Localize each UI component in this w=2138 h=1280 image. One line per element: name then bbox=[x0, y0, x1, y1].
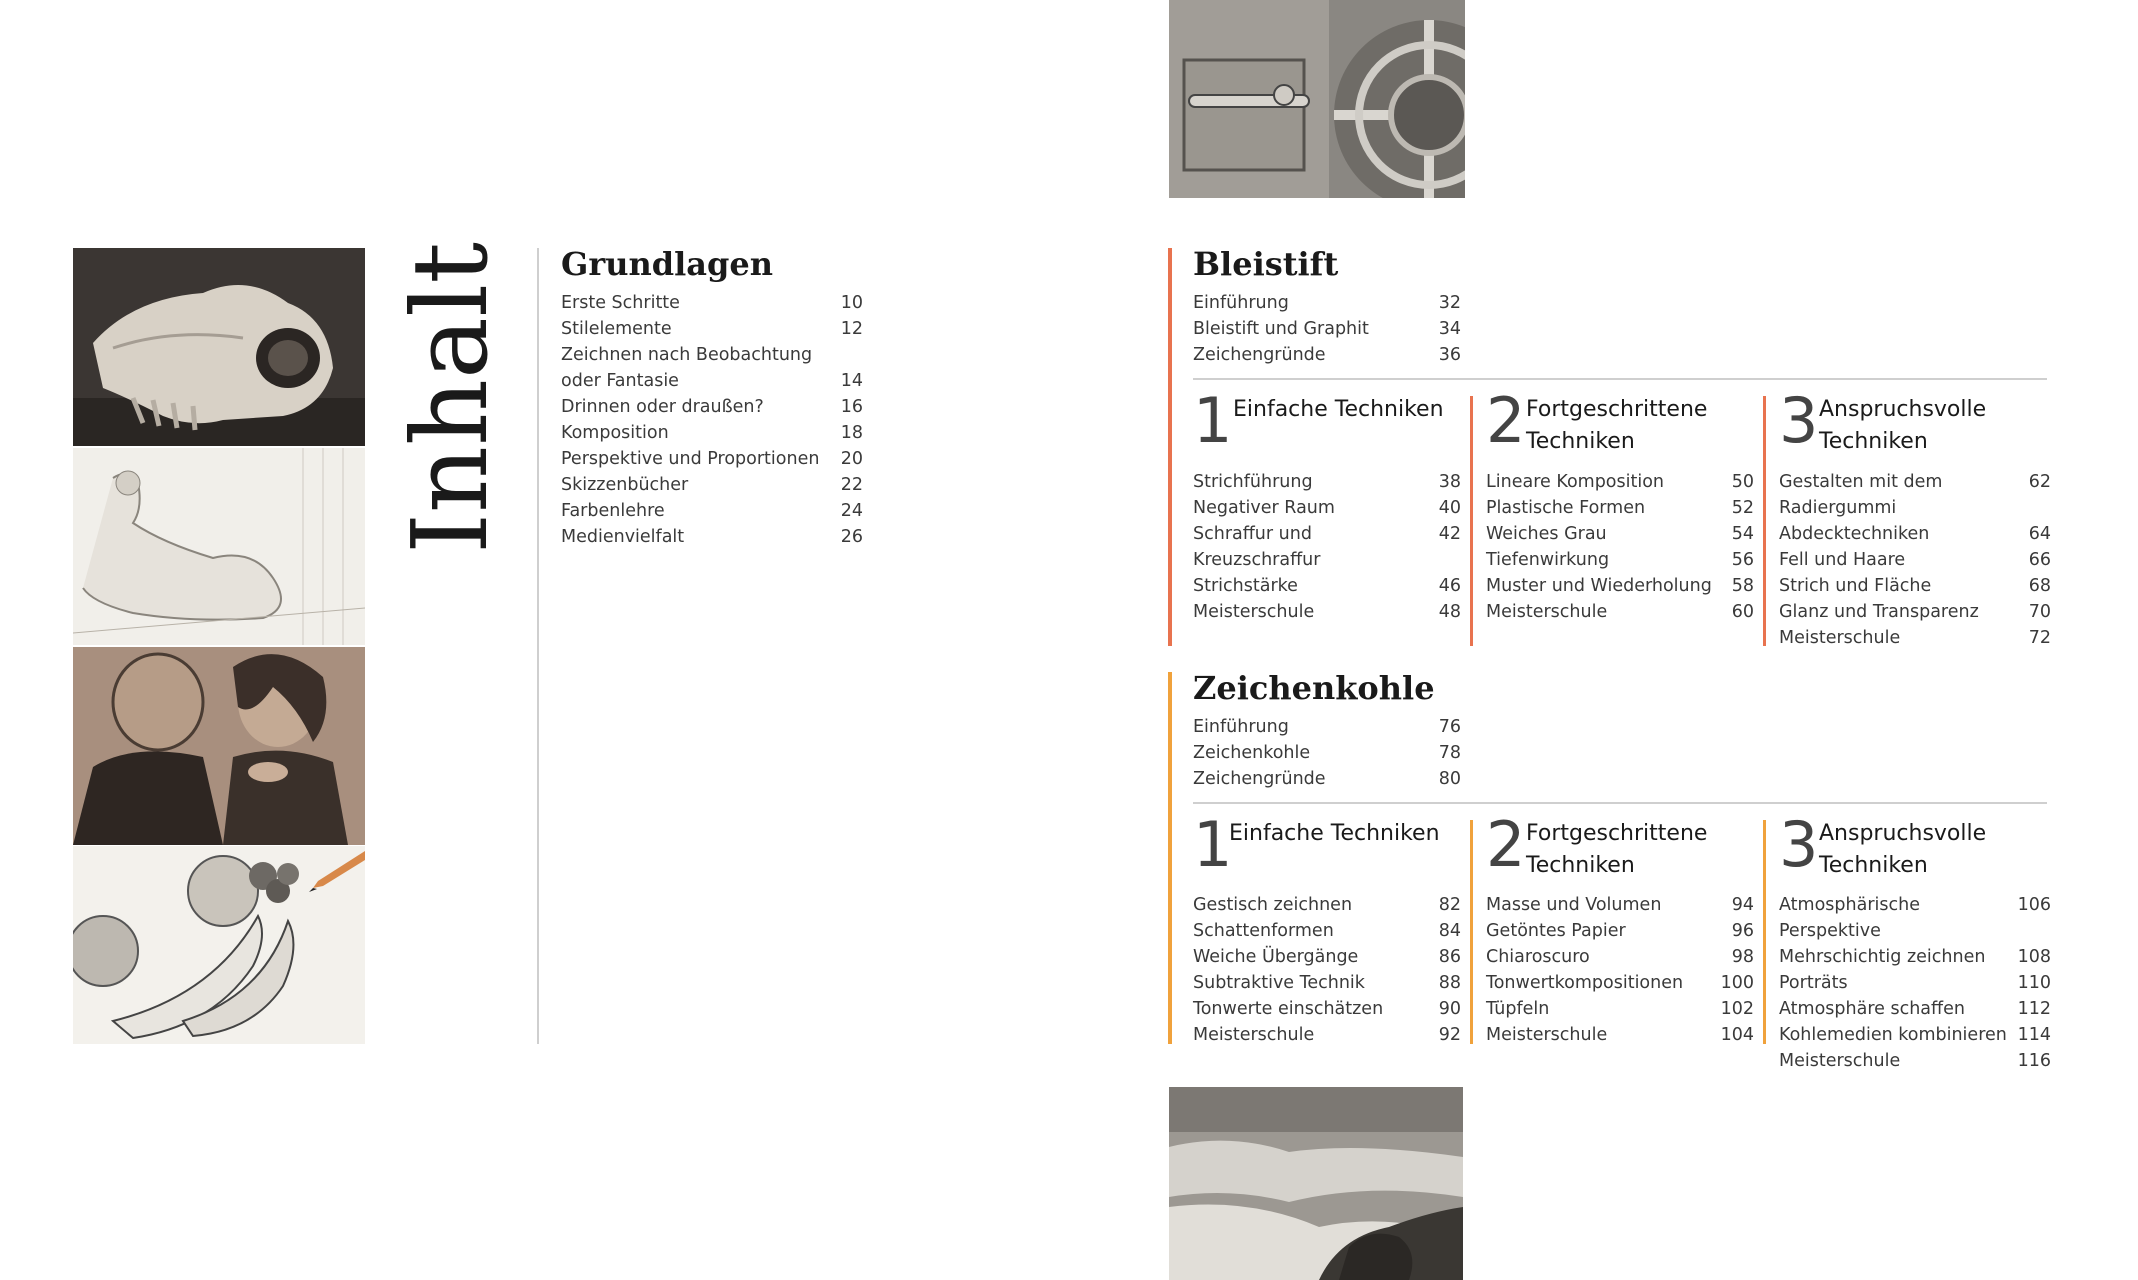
zeichenkohle-col2-heading bbox=[1486, 808, 1756, 888]
column-title: Anspruchsvolle Techniken bbox=[1819, 821, 1987, 878]
toc-item[interactable] bbox=[1193, 342, 1461, 368]
toc-item-page: 82 bbox=[1438, 895, 1461, 915]
toc-item-page: 72 bbox=[2028, 628, 2051, 648]
toc-item-title: Zeichengründe bbox=[1193, 345, 1326, 365]
toc-item[interactable] bbox=[1779, 599, 2051, 625]
toc-item-title: Glanz und Transparenz bbox=[1779, 602, 1979, 622]
zeichenkohle-heading: Zeichenkohle bbox=[1193, 669, 1435, 707]
toc-item[interactable] bbox=[1486, 547, 1754, 573]
column-number: 3 bbox=[1779, 808, 1819, 881]
toc-item[interactable] bbox=[1779, 521, 2051, 547]
toc-item-page: 54 bbox=[1731, 524, 1754, 544]
toc-item[interactable] bbox=[1193, 766, 1461, 792]
toc-item-page: 90 bbox=[1438, 999, 1461, 1019]
column-title: Einfache Techniken bbox=[1233, 397, 1444, 422]
toc-item-title: Perspektive und Proportionen bbox=[561, 449, 820, 469]
toc-item-page: 62 bbox=[2028, 472, 2051, 492]
toc-item[interactable] bbox=[1193, 495, 1461, 521]
toc-item-page: 66 bbox=[2028, 550, 2051, 570]
toc-item-page: 38 bbox=[1438, 472, 1461, 492]
toc-item-page: 94 bbox=[1731, 895, 1754, 915]
zeichenkohle-accent-bar bbox=[1168, 672, 1172, 1044]
bleistift-col1-heading bbox=[1193, 384, 1463, 464]
toc-item-title: Medienvielfalt bbox=[561, 527, 685, 547]
toc-item-title: Meisterschule bbox=[1193, 602, 1315, 622]
toc-item-title: Stilelemente bbox=[561, 319, 672, 339]
toc-item-page: 52 bbox=[1731, 498, 1754, 518]
column-title: Fortgeschrittene Techniken bbox=[1526, 821, 1708, 878]
toc-item-page: 76 bbox=[1438, 717, 1461, 737]
toc-item[interactable] bbox=[1193, 290, 1461, 316]
toc-item[interactable] bbox=[561, 290, 863, 316]
toc-item-title: Abdecktechniken bbox=[1779, 524, 1930, 544]
toc-item[interactable] bbox=[1486, 918, 1754, 944]
toc-item-title: Meisterschule bbox=[1193, 1025, 1315, 1045]
bleistift-heading: Bleistift bbox=[1193, 245, 1339, 283]
toc-item[interactable] bbox=[561, 394, 863, 420]
toc-item[interactable] bbox=[1193, 521, 1461, 573]
still-life-drawing-image bbox=[73, 846, 365, 1044]
toc-item-title: Getöntes Papier bbox=[1486, 921, 1626, 941]
zeichenkohle-col3-bar bbox=[1763, 820, 1766, 1044]
bleistift-accent-bar bbox=[1168, 248, 1172, 646]
toc-item[interactable] bbox=[1486, 944, 1754, 970]
figure-drawing-image bbox=[73, 448, 365, 645]
column-title: Fortgeschrittene Techniken bbox=[1526, 397, 1708, 454]
toc-item-title: Gestalten mit dem Radiergummi bbox=[1779, 472, 1943, 518]
zeichenkohle-intro-list bbox=[1193, 714, 1461, 792]
column-number: 3 bbox=[1779, 384, 1819, 457]
toc-item[interactable] bbox=[1779, 469, 2051, 521]
toc-item-title: Chiaroscuro bbox=[1486, 947, 1590, 967]
toc-item-page: 46 bbox=[1438, 576, 1461, 596]
zeichenkohle-col1-heading bbox=[1193, 808, 1463, 888]
zeichenkohle-col2-bar bbox=[1470, 820, 1473, 1044]
toc-item-title: Strich und Fläche bbox=[1779, 576, 1932, 596]
toc-item-title: Tiefenwirkung bbox=[1486, 550, 1610, 570]
toc-item[interactable] bbox=[1779, 573, 2051, 599]
column-number: 2 bbox=[1486, 384, 1526, 457]
toc-item-page: 80 bbox=[1438, 769, 1461, 789]
toc-item-title: Tüpfeln bbox=[1486, 999, 1550, 1019]
toc-item-title: Porträts bbox=[1779, 973, 1848, 993]
toc-item-page: 114 bbox=[2017, 1025, 2051, 1045]
toc-item[interactable] bbox=[561, 498, 863, 524]
toc-item[interactable] bbox=[1193, 469, 1461, 495]
toc-item-title: Meisterschule bbox=[1486, 1025, 1608, 1045]
toc-item-page: 116 bbox=[2017, 1051, 2051, 1071]
toc-item-page: 102 bbox=[1720, 999, 1754, 1019]
toc-item[interactable] bbox=[1779, 1022, 2051, 1048]
column-title: Einfache Techniken bbox=[1229, 821, 1440, 846]
toc-item-page: 96 bbox=[1731, 921, 1754, 941]
toc-item-title: Drinnen oder draußen? bbox=[561, 397, 764, 417]
toc-item-page: 16 bbox=[840, 397, 863, 417]
toc-item-title: Meisterschule bbox=[1486, 602, 1608, 622]
toc-item-page: 78 bbox=[1438, 743, 1461, 763]
toc-item-page: 32 bbox=[1438, 293, 1461, 313]
toc-item-title: Weiches Grau bbox=[1486, 524, 1607, 544]
toc-item-page: 36 bbox=[1438, 345, 1461, 365]
bleistift-col2-heading bbox=[1486, 384, 1756, 464]
toc-item-page: 64 bbox=[2028, 524, 2051, 544]
toc-item-title: Bleistift und Graphit bbox=[1193, 319, 1369, 339]
toc-item-page: 10 bbox=[840, 293, 863, 313]
toc-item[interactable] bbox=[1486, 495, 1754, 521]
toc-item-title: Meisterschule bbox=[1779, 628, 1901, 648]
toc-item[interactable] bbox=[1486, 469, 1754, 495]
skull-drawing-image bbox=[73, 248, 365, 446]
toc-item-title: Erste Schritte bbox=[561, 293, 680, 313]
zeichenkohle-col2-list bbox=[1486, 892, 1754, 1048]
toc-item-page: 110 bbox=[2017, 973, 2051, 993]
toc-item-title: Farbenlehre bbox=[561, 501, 665, 521]
toc-item-title: Atmosphärische Perspektive bbox=[1779, 895, 1920, 941]
toc-item-title: Kohlemedien kombinieren bbox=[1779, 1025, 2007, 1045]
toc-item-title: Schraffur und Kreuzschraffur bbox=[1193, 524, 1321, 570]
toc-item[interactable] bbox=[1486, 521, 1754, 547]
toc-item[interactable] bbox=[1779, 547, 2051, 573]
toc-item-page: 60 bbox=[1731, 602, 1754, 622]
toc-item-title: Strichstärke bbox=[1193, 576, 1298, 596]
toc-item[interactable] bbox=[561, 342, 863, 394]
toc-item-title: Atmosphäre schaffen bbox=[1779, 999, 1965, 1019]
toc-item-page: 40 bbox=[1438, 498, 1461, 518]
toc-item-page: 112 bbox=[2017, 999, 2051, 1019]
toc-item[interactable] bbox=[1193, 573, 1461, 599]
toc-item-page: 70 bbox=[2028, 602, 2051, 622]
toc-item[interactable] bbox=[1193, 316, 1461, 342]
toc-item-page: 106 bbox=[2017, 895, 2051, 915]
toc-item[interactable] bbox=[1486, 599, 1754, 625]
toc-item[interactable] bbox=[1779, 892, 2051, 944]
toc-item-title: Tonwertkompositionen bbox=[1486, 973, 1684, 993]
toc-item[interactable] bbox=[1486, 573, 1754, 599]
toc-item[interactable] bbox=[1779, 996, 2051, 1022]
bleistift-col3-list bbox=[1779, 469, 2051, 651]
toc-item-title: Weiche Übergänge bbox=[1193, 947, 1359, 967]
toc-item-page: 58 bbox=[1731, 576, 1754, 596]
toc-item-title: Zeichnen nach Beobachtung oder Fantasie bbox=[561, 345, 813, 391]
bleistift-col3-bar bbox=[1763, 396, 1766, 646]
toc-item-page: 56 bbox=[1731, 550, 1754, 570]
toc-item-title: Meisterschule bbox=[1779, 1051, 1901, 1071]
toc-item-title: Negativer Raum bbox=[1193, 498, 1335, 518]
bleistift-col2-bar bbox=[1470, 396, 1473, 646]
toc-item-page: 26 bbox=[840, 527, 863, 547]
zeichenkohle-col1-list bbox=[1193, 892, 1461, 1048]
toc-item[interactable] bbox=[1779, 625, 2051, 651]
toc-item-title: Masse und Volumen bbox=[1486, 895, 1662, 915]
column-title: Anspruchsvolle Techniken bbox=[1819, 397, 1987, 454]
toc-item-title: Einführung bbox=[1193, 293, 1289, 313]
toc-item-title: Zeichenkohle bbox=[1193, 743, 1311, 763]
toc-item-page: 88 bbox=[1438, 973, 1461, 993]
toc-item-page: 22 bbox=[840, 475, 863, 495]
toc-item[interactable] bbox=[1193, 918, 1461, 944]
toc-item[interactable] bbox=[1193, 970, 1461, 996]
toc-item-page: 20 bbox=[840, 449, 863, 469]
toc-item-title: Schattenformen bbox=[1193, 921, 1334, 941]
toc-item-page: 68 bbox=[2028, 576, 2051, 596]
toc-item-page: 104 bbox=[1720, 1025, 1754, 1045]
toc-item-title: Gestisch zeichnen bbox=[1193, 895, 1353, 915]
grundlagen-list bbox=[561, 290, 863, 550]
toc-item-page: 86 bbox=[1438, 947, 1461, 967]
toc-item-page: 50 bbox=[1731, 472, 1754, 492]
toc-item-page: 48 bbox=[1438, 602, 1461, 622]
toc-item-page: 12 bbox=[840, 319, 863, 339]
toc-item-page: 24 bbox=[840, 501, 863, 521]
toc-item[interactable] bbox=[561, 524, 863, 550]
toc-item-title: Lineare Komposition bbox=[1486, 472, 1665, 492]
toc-item[interactable] bbox=[1193, 892, 1461, 918]
toc-item[interactable] bbox=[1486, 892, 1754, 918]
toc-item[interactable] bbox=[1779, 944, 2051, 970]
toc-item-title: Skizzenbücher bbox=[561, 475, 689, 495]
zeichenkohle-col3-heading bbox=[1779, 808, 2049, 888]
grundlagen-heading: Grundlagen bbox=[561, 245, 773, 283]
page-title-container bbox=[389, 241, 511, 555]
toc-item-page: 108 bbox=[2017, 947, 2051, 967]
toc-item-title: Komposition bbox=[561, 423, 669, 443]
toc-item[interactable] bbox=[1193, 599, 1461, 625]
toc-item-page: 14 bbox=[840, 371, 863, 391]
bleistift-intro-list bbox=[1193, 290, 1461, 368]
toc-item[interactable] bbox=[1193, 740, 1461, 766]
toc-item[interactable] bbox=[561, 446, 863, 472]
column-number: 1 bbox=[1193, 808, 1233, 881]
bleistift-rule bbox=[1193, 378, 2047, 380]
toc-item[interactable] bbox=[561, 472, 863, 498]
toc-item[interactable] bbox=[1193, 944, 1461, 970]
page-title: Inhalt bbox=[389, 241, 511, 555]
bleistift-col3-heading bbox=[1779, 384, 2049, 464]
toc-item-title: Einführung bbox=[1193, 717, 1289, 737]
toc-item[interactable] bbox=[1779, 1048, 2051, 1074]
toc-item-page: 84 bbox=[1438, 921, 1461, 941]
toc-item-title: Tonwerte einschätzen bbox=[1193, 999, 1384, 1019]
toc-item-title: Fell und Haare bbox=[1779, 550, 1906, 570]
toc-item-title: Zeichengründe bbox=[1193, 769, 1326, 789]
bleistift-col2-list bbox=[1486, 469, 1754, 625]
toc-item[interactable] bbox=[1193, 714, 1461, 740]
toc-item-page: 98 bbox=[1731, 947, 1754, 967]
toc-item[interactable] bbox=[1486, 970, 1754, 996]
toc-item[interactable] bbox=[1193, 1022, 1461, 1048]
toc-item-title: Strichführung bbox=[1193, 472, 1313, 492]
gear-drawing-image bbox=[1169, 0, 1465, 198]
zeichenkohle-rule bbox=[1193, 802, 2047, 804]
toc-item[interactable] bbox=[561, 316, 863, 342]
toc-item-page: 100 bbox=[1720, 973, 1754, 993]
sea-drawing-image bbox=[1169, 1087, 1463, 1280]
toc-item-title: Plastische Formen bbox=[1486, 498, 1646, 518]
grundlagen-divider bbox=[537, 248, 539, 1044]
bleistift-col1-list bbox=[1193, 469, 1461, 625]
toc-item-page: 18 bbox=[840, 423, 863, 443]
column-number: 2 bbox=[1486, 808, 1526, 881]
toc-item-page: 34 bbox=[1438, 319, 1461, 339]
zeichenkohle-col3-list bbox=[1779, 892, 2051, 1074]
portrait-drawing-image bbox=[73, 647, 365, 845]
toc-item[interactable] bbox=[1486, 996, 1754, 1022]
toc-item-title: Muster und Wiederholung bbox=[1486, 576, 1712, 596]
toc-item[interactable] bbox=[1486, 1022, 1754, 1048]
toc-item[interactable] bbox=[1193, 996, 1461, 1022]
toc-item-page: 92 bbox=[1438, 1025, 1461, 1045]
column-number: 1 bbox=[1193, 384, 1233, 457]
toc-item-title: Mehrschichtig zeichnen bbox=[1779, 947, 1986, 967]
toc-item-page: 42 bbox=[1438, 524, 1461, 544]
toc-item-title: Subtraktive Technik bbox=[1193, 973, 1365, 993]
toc-item[interactable] bbox=[1779, 970, 2051, 996]
toc-item[interactable] bbox=[561, 420, 863, 446]
